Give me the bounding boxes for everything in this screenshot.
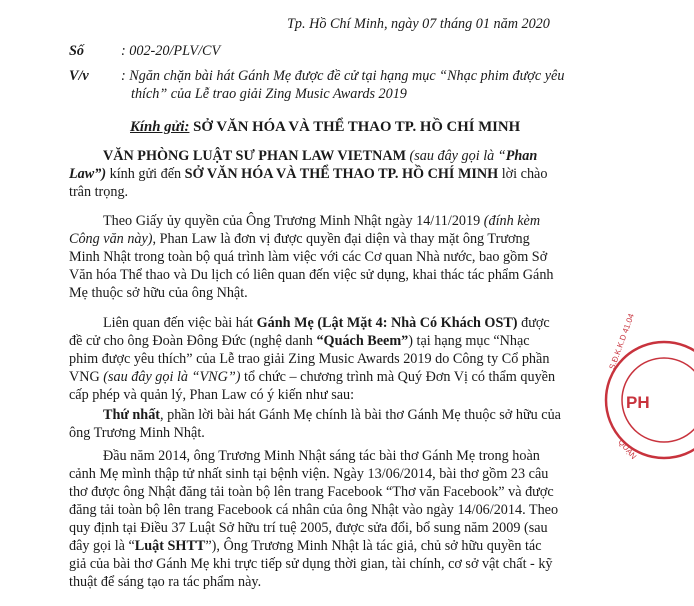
intro-line-3: trân trọng. — [69, 184, 129, 200]
company-stamp — [604, 312, 694, 470]
para4-line-1: Đầu năm 2014, ông Trương Minh Nhật sáng tác bài thơ Gánh Mẹ trong hoàn — [103, 448, 540, 464]
para2-line-1: Liên quan đến việc bài hát Gánh Mẹ (Lật Mặt 4: Nhà Có Khách OST) được — [103, 315, 550, 331]
para4-line-5: quy định tại Điều 37 Luật Sở hữu trí tuệ 2005, được sửa đổi, bổ sung năm 2009 (sau — [69, 520, 548, 536]
para3-line-2: ông Trương Minh Nhật. — [69, 425, 205, 441]
sender-name: VĂN PHÒNG LUẬT SƯ PHAN LAW VIETNAM — [103, 148, 406, 164]
para1-line-5: Mẹ thuộc sở hữu của ông Nhật. — [69, 285, 248, 301]
vv-line-1: : Ngăn chặn bài hát Gánh Mẹ được đề cử tại hạng mục “Nhạc phim được yêu — [121, 68, 565, 84]
intro-line-2: Law”) kính gửi đến SỞ VĂN HÓA VÀ THỂ THAO TP. HỒ CHÍ MINH lời chào — [69, 166, 548, 182]
so-label: Số — [69, 43, 84, 59]
artist-name: “Quách Beem” — [316, 333, 409, 349]
para2-line-4: VNG (sau đây gọi là “VNG”) tổ chức – chương trình mà Quý Đơn Vị có thẩm quyền — [69, 369, 556, 385]
para1-line-4: Văn hóa Thể thao và Du lịch có liên quan đến việc sử dụng, khai thác tác phẩm Gánh — [69, 267, 554, 283]
para4-line-4: đăng tải toàn bộ lên trang Facebook cá nhân của ông Nhật vào ngày 14/06/2014. Theo — [69, 502, 559, 518]
so-value: : 002-20/PLV/CV — [121, 43, 221, 59]
point-one-label: Thứ nhất — [103, 407, 161, 423]
para2-line-2: đề cử cho ông Đoàn Đông Đức (nghệ danh “Quách Beem”) tại hạng mục “Nhạc — [69, 333, 530, 349]
para4-line-7: giả của bài thơ Gánh Mẹ khi trực tiếp sử dụng thời gian, tài chính, cơ sở vật chất - kỹ — [69, 556, 553, 572]
para4-line-8: thuật để sáng tạo ra tác phẩm này. — [69, 574, 262, 590]
para4-line-3: thơ được ông Nhật đăng tải toàn bộ lên trang Facebook “Thơ văn Facebook” và được — [69, 484, 554, 500]
intro-line-1: VĂN PHÒNG LUẬT SƯ PHAN LAW VIETNAM (sau đây gọi là “Phan — [103, 148, 538, 164]
para3-line-1: Thứ nhất, phần lời bài hát Gánh Mẹ chính là bài thơ Gánh Mẹ thuộc sở hữu của — [103, 407, 561, 423]
para1-line-3: Minh Nhật trong toàn bộ quá trình làm việc với các Cơ quan Nhà nước, bao gồm Sở — [69, 249, 548, 265]
stamp-center-text: PH — [626, 393, 650, 412]
salutation-label: Kính gửi: — [130, 119, 190, 135]
para1-line-2: Công văn này), Phan Law là đơn vị được quyền đại diện và thay mặt ông Trương — [69, 231, 530, 247]
recipient-name: SỞ VĂN HÓA VÀ THỂ THAO TP. HỒ CHÍ MINH — [184, 166, 499, 182]
vv-line-2: thích” của Lễ trao giải Zing Music Awards 2019 — [131, 86, 407, 102]
para1-line-1: Theo Giấy ủy quyền của Ông Trương Minh Nhật ngày 14/11/2019 (đính kèm — [103, 213, 541, 229]
para2-line-5: cấp phép và quản lý, Phan Law có ý kiến như sau: — [69, 387, 355, 403]
vv-label: V/v — [69, 68, 89, 84]
salutation — [130, 118, 520, 136]
para4-line-2: cảnh Mẹ mình thập tử nhất sinh tại bệnh viện. Ngày 13/06/2014, bài thơ gồm 23 câu — [69, 466, 549, 482]
law-abbrev: Luật SHTT — [134, 538, 206, 554]
place-date: Tp. Hồ Chí Minh, ngày 07 tháng 01 năm 2020 — [287, 16, 550, 32]
song-title: Gánh Mẹ (Lật Mặt 4: Nhà Có Khách OST) — [256, 315, 518, 331]
para4-line-6: đây gọi là “Luật SHTT”), Ông Trương Minh Nhật là tác giả, chủ sở hữu quyền tác — [69, 538, 542, 554]
para2-line-3: phim được yêu thích” của Lễ trao giải Zing Music Awards 2019 do Công ty Cổ phần — [69, 351, 550, 367]
stamp-lower-text: QUẬN — [616, 437, 639, 462]
stamp-arc-text: S.Đ.K.K.D 41.04 — [607, 312, 636, 371]
salutation-recipient: SỞ VĂN HÓA VÀ THỂ THAO TP. HỒ CHÍ MINH — [189, 119, 521, 135]
